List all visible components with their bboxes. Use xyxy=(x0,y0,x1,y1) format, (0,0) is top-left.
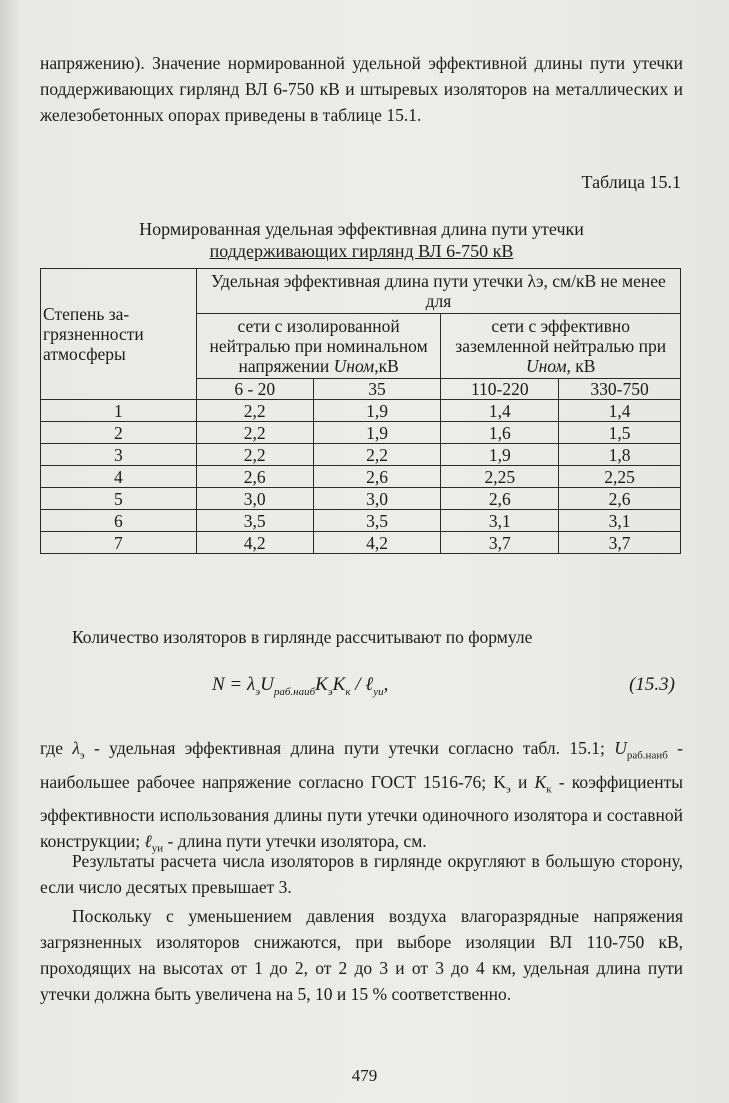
degree-cell: 5 xyxy=(41,488,197,510)
table-title-line2: поддерживающих гирлянд ВЛ 6-750 кВ xyxy=(209,241,514,261)
value-cell: 2,6 xyxy=(196,466,313,488)
degree-cell: 3 xyxy=(41,444,197,466)
value-cell: 1,4 xyxy=(441,400,559,422)
value-cell: 3,7 xyxy=(559,532,681,554)
value-cell: 3,0 xyxy=(196,488,313,510)
col-header-degree: Степень за-грязненности атмосферы xyxy=(41,269,197,400)
value-cell: 1,5 xyxy=(559,422,681,444)
formula-expression: $N = \lambda_эU_{раб.наиб}K_эK_к$ / ℓ$_{уи}$, xyxy=(212,674,389,698)
where-paragraph: где $\lambda_э$ - удельная эффективная длина пути утечки согласно табл. 15.1; $U_{раб.наиб}$ - наибольшее рабочее напряжение согласно ГОСТ 1516-76; $K_э$ и $K_к$ - коэффициенты эффективности использования длины пути утечки одиночного изолятора и составной конструкции; ℓ$_{уи}$ - длина пути утечки изолятора, см. xyxy=(40,738,683,855)
voltage-range: 110-220 xyxy=(441,379,559,400)
value-cell: 3,0 xyxy=(313,488,441,510)
voltage-range: 330-750 xyxy=(559,379,681,400)
group2-text: сети с эффективно заземленной нейтралью при xyxy=(455,316,667,356)
table-row xyxy=(41,488,681,510)
value-cell: 2,2 xyxy=(196,422,313,444)
degree-cell: 2 xyxy=(41,422,197,444)
degree-cell: 4 xyxy=(41,466,197,488)
value-cell: 2,25 xyxy=(441,466,559,488)
group1-unit-symbol: Uном xyxy=(333,356,375,376)
table-row xyxy=(41,466,681,488)
value-cell: 1,6 xyxy=(441,422,559,444)
value-cell: 1,9 xyxy=(441,444,559,466)
voltage-range: 35 xyxy=(313,379,441,400)
value-cell: 1,8 xyxy=(559,444,681,466)
degree-cell: 1 xyxy=(41,400,197,422)
formula-15-3 xyxy=(40,674,683,704)
value-cell: 2,2 xyxy=(196,444,313,466)
value-cell: 4,2 xyxy=(196,532,313,554)
group-header-isolated xyxy=(196,314,441,379)
value-cell: 3,5 xyxy=(196,510,313,532)
value-cell: 1,4 xyxy=(559,400,681,422)
value-cell: 1,9 xyxy=(313,422,441,444)
table-row xyxy=(41,510,681,532)
value-cell: 2,2 xyxy=(313,444,441,466)
group2-unit-symbol: Uном xyxy=(525,356,567,376)
formula-number: (15.3) xyxy=(629,674,675,695)
value-cell: 3,1 xyxy=(559,510,681,532)
table-row xyxy=(41,400,681,422)
intro-paragraph: напряжению). Значение нормированной удельной эффективной длины пути утечки поддерживающих гирлянд ВЛ 6-750 кВ и штыревых изоляторов на металлических и железобетонных опорах приведены в таблице 15.1. xyxy=(40,53,683,125)
leakage-table xyxy=(40,268,681,554)
value-cell: 2,6 xyxy=(313,466,441,488)
value-cell: 3,7 xyxy=(441,532,559,554)
table-title-line1: Нормированная удельная эффективная длина пути утечки xyxy=(139,219,584,239)
value-cell: 3,1 xyxy=(441,510,559,532)
value-cell: 2,6 xyxy=(441,488,559,510)
altitude-paragraph: Поскольку с уменьшением давления воздуха влагоразрядные напряжения загрязненных изоляторов снижаются, при выборе изоляции ВЛ 110-750 кВ, проходящих на высотах от 1 до 2, от 2 до 3 и от 3 до 4 км, удельная длина пути утечки должна быть увеличена на 5, 10 и 15 % соответственно. xyxy=(40,906,683,1004)
group-header-grounded xyxy=(441,314,681,379)
value-cell: 2,25 xyxy=(559,466,681,488)
page-number: 479 xyxy=(351,1066,378,1085)
value-cell: 3,5 xyxy=(313,510,441,532)
table-row xyxy=(41,532,681,554)
value-cell: 1,9 xyxy=(313,400,441,422)
voltage-range: 6 - 20 xyxy=(196,379,313,400)
result-paragraph: Результаты расчета числа изоляторов в гирлянде округляют в большую сторону, если число десятых превышает 3. xyxy=(40,851,683,897)
value-cell: 4,2 xyxy=(313,532,441,554)
degree-cell: 6 xyxy=(41,510,197,532)
degree-cell: 7 xyxy=(41,532,197,554)
col-header-main: Удельная эффективная длина пути утечки λэ, см/кВ не менее для xyxy=(196,269,680,314)
table-title xyxy=(40,218,683,262)
group1-unit: ,кВ xyxy=(374,356,399,376)
table-row xyxy=(41,422,681,444)
table-number: Таблица 15.1 xyxy=(581,172,681,192)
group2-unit: , кВ xyxy=(566,356,596,376)
value-cell: 2,2 xyxy=(196,400,313,422)
value-cell: 2,6 xyxy=(559,488,681,510)
group1-text: сети с изолированной нейтралью при номинальном напряжении xyxy=(209,316,428,376)
table-row xyxy=(41,444,681,466)
formula-intro: Количество изоляторов в гирлянде рассчитывают по формуле xyxy=(72,627,533,647)
